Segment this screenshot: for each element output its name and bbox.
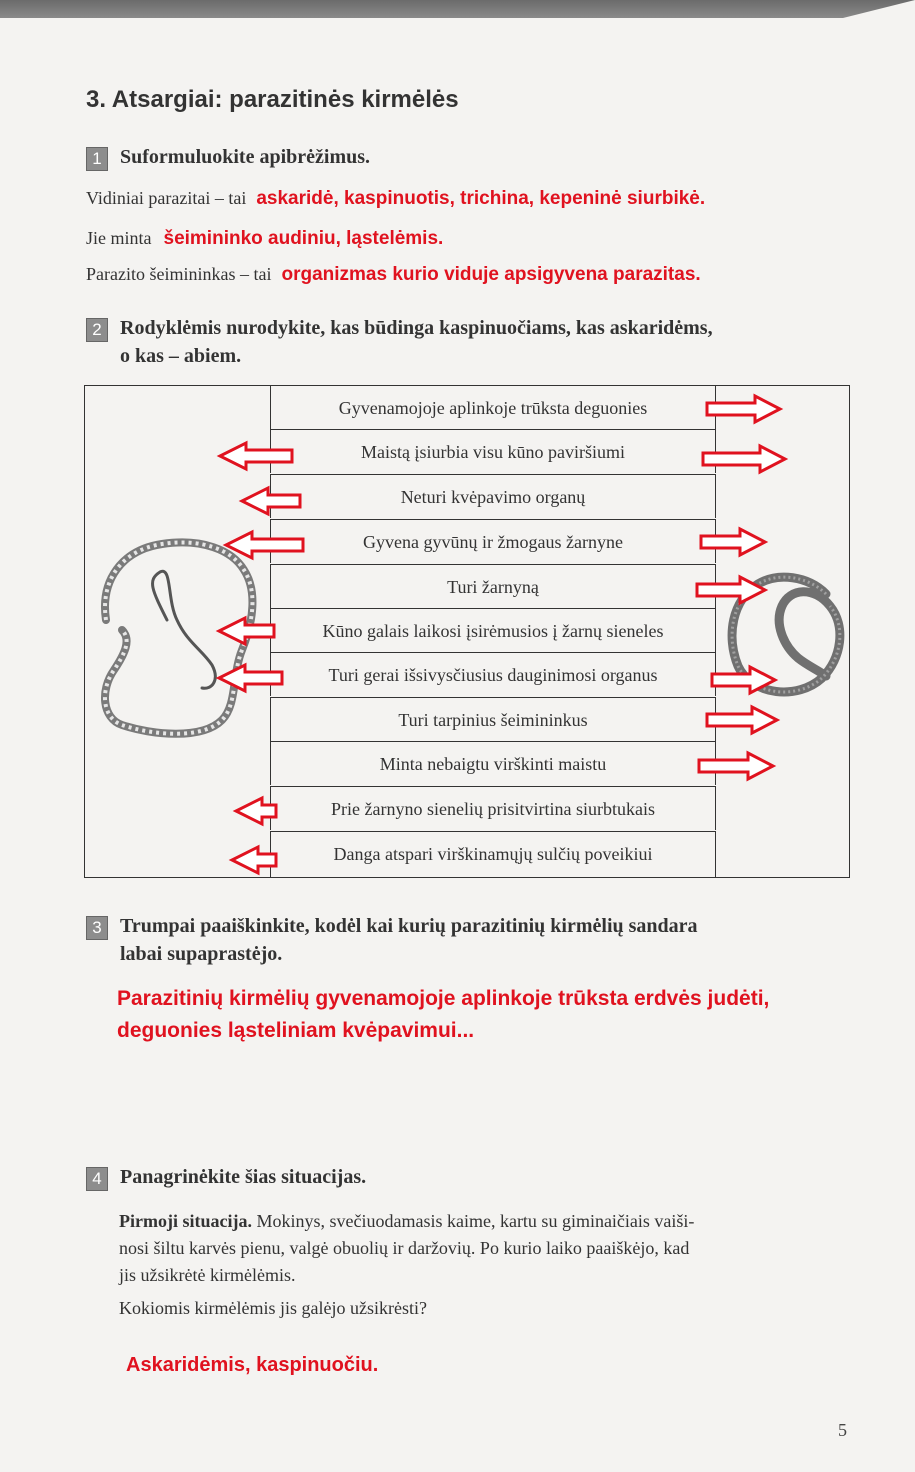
task1-line3-answer: organizmas kurio viduje apsigyvena parazitas. xyxy=(281,264,701,285)
left-arrow xyxy=(226,532,303,558)
right-arrow xyxy=(699,753,773,779)
task3-answer-line1: Parazitinių kirmėlių gyvenamojoje aplinkoje trūksta erdvės judėti, xyxy=(117,987,770,1010)
right-arrow xyxy=(707,707,777,733)
trait-row: Turi žarnyną xyxy=(270,564,716,608)
task3-heading xyxy=(86,912,866,968)
situation-line3: jis užsikrėtė kirmėlėmis. xyxy=(119,1265,296,1285)
task1-line1-answer: askaridė, kaspinuotis, trichina, kepeninė siurbikė. xyxy=(256,188,706,209)
situation-question: Kokiomis kirmėlėmis jis galėjo užsikrėsti? xyxy=(119,1298,427,1318)
situation-line2: nosi šiltu karvės pienu, valgė obuolių ir daržovių. Po kurio laiko paaiškėjo, kad xyxy=(119,1238,690,1258)
left-arrow xyxy=(232,847,276,873)
task1-number: 1 xyxy=(86,147,108,171)
trait-row: Turi gerai išsivysčiusius dauginimosi organus xyxy=(270,652,716,696)
task1-title: Suformuluokite apibrėžimus. xyxy=(120,146,371,168)
trait-row: Neturi kvėpavimo organų xyxy=(270,474,716,518)
right-arrow xyxy=(697,577,765,603)
situation-label: Pirmoji situacija. xyxy=(119,1211,252,1231)
right-arrow xyxy=(707,396,780,422)
trait-row: Turi tarpinius šeimininkus xyxy=(270,697,716,741)
task4-number: 4 xyxy=(86,1167,108,1191)
right-arrow xyxy=(703,446,785,472)
left-arrow xyxy=(242,488,300,514)
left-arrow xyxy=(219,618,274,644)
task2-title-line1: Rodyklėmis nurodykite, kas būdinga kaspinuočiams, kas askaridėms, xyxy=(120,317,713,339)
right-arrow xyxy=(701,529,765,555)
situation-line1: Mokinys, svečiuodamasis kaime, kartu su giminaičiais vaiši- xyxy=(256,1211,695,1231)
left-arrow xyxy=(220,443,292,469)
task3-answer xyxy=(117,983,769,1047)
trait-row: Minta nebaigtu virškinti maistu xyxy=(270,741,716,785)
trait-row: Gyvenamojoje aplinkoje trūksta deguonies xyxy=(270,385,716,429)
right-arrow xyxy=(712,667,775,693)
page-number: 5 xyxy=(838,1420,847,1440)
task4-heading xyxy=(86,1163,366,1191)
task2-number: 2 xyxy=(86,318,108,342)
left-arrow xyxy=(236,798,276,824)
trait-row: Maistą įsiurbia visu kūno paviršiumi xyxy=(270,429,716,473)
trait-row: Gyvena gyvūnų ir žmogaus žarnyne xyxy=(270,519,716,563)
task1-line1-label: Vidiniai parazitai – tai xyxy=(86,188,247,208)
task1-line2-answer: šeimininko audiniu, ląstelėmis. xyxy=(163,228,444,249)
task4-situation xyxy=(119,1208,859,1322)
task4-title: Panagrinėkite šias situacijas. xyxy=(120,1166,367,1188)
task3-title-line1: Trumpai paaiškinkite, kodėl kai kurių parazitinių kirmėlių sandara xyxy=(120,915,698,937)
task3-answer-line2: deguonies ląsteliniam kvėpavimui... xyxy=(117,1019,475,1042)
task3-number: 3 xyxy=(86,916,108,940)
left-arrow xyxy=(219,665,282,691)
trait-row: Kūno galais laikosi įsirėmusios į žarnų sieneles xyxy=(270,608,716,652)
task4-answer: Askaridėmis, kaspinuočiu. xyxy=(126,1354,379,1376)
task1-line2-label: Jie minta xyxy=(86,228,152,248)
trait-row: Prie žarnyno sienelių prisitvirtina siurbtukais xyxy=(270,786,716,830)
task2-title-line2: o kas – abiem. xyxy=(120,345,242,368)
task3-title-line2: labai supaprastėjo. xyxy=(120,943,283,966)
trait-row: Danga atspari virškinamųjų sulčių poveikiui xyxy=(270,831,716,878)
task1-line3-label: Parazito šeimininkas – tai xyxy=(86,264,272,284)
section-title: 3. Atsargiai: parazitinės kirmėlės xyxy=(86,86,459,113)
